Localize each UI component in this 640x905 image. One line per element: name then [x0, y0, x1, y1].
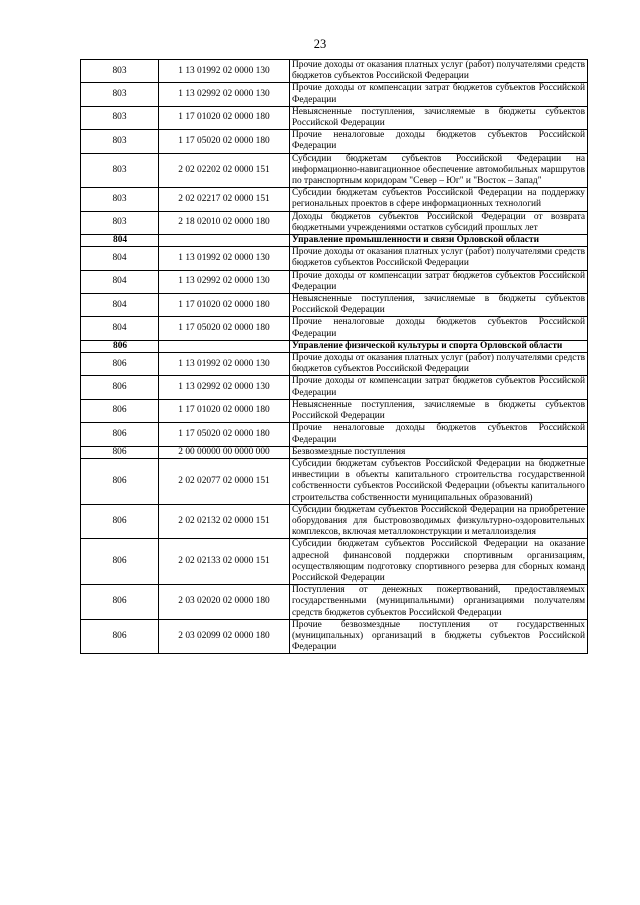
revenue-name-cell: Невыясненные поступления, зачисляемые в бюджеты субъектов Российской Федерации: [290, 294, 588, 317]
revenue-name-cell: Прочие доходы от оказания платных услуг (работ) получателями средств бюджетов субъектов Российской Федерации: [290, 60, 588, 83]
admin-code-cell: 806: [81, 504, 159, 539]
revenue-name-cell: Прочие доходы от оказания платных услуг (работ) получателями средств бюджетов субъектов Российской Федерации: [290, 247, 588, 270]
table-row: [81, 376, 588, 399]
table-row: [81, 399, 588, 422]
admin-code-cell: 806: [81, 446, 159, 458]
table-row: [81, 585, 588, 620]
revenue-name-cell: Прочие безвозмездные поступления от государственных (муниципальных) организаций в бюджеты субъектов Российской Федерации: [290, 619, 588, 654]
table-row: [81, 106, 588, 129]
admin-code-cell: 806: [81, 539, 159, 585]
revenue-code-cell: 1 13 01992 02 0000 130: [159, 60, 290, 83]
revenue-name-cell: Прочие неналоговые доходы бюджетов субъектов Российской Федерации: [290, 130, 588, 153]
table-row: [81, 317, 588, 340]
revenue-code-cell: 2 18 02010 02 0000 180: [159, 211, 290, 234]
admin-code-cell: 806: [81, 585, 159, 620]
admin-code-cell: 803: [81, 106, 159, 129]
revenue-name-cell: Поступления от денежных пожертвований, предоставляемых государственными (муниципальными) организациями получателям средств бюджетов субъектов Российской Федерации: [290, 585, 588, 620]
revenue-code-cell: 1 17 01020 02 0000 180: [159, 294, 290, 317]
revenue-name-cell: Субсидии бюджетам субъектов Российской Федерации на поддержку региональных проектов в сфере информационных технологий: [290, 188, 588, 211]
revenue-name-cell: Безвозмездные поступления: [290, 446, 588, 458]
table-row: [81, 211, 588, 234]
admin-code-cell: 804: [81, 294, 159, 317]
table-body: [81, 60, 588, 654]
revenue-code-cell: 1 13 02992 02 0000 130: [159, 376, 290, 399]
table-row: [81, 247, 588, 270]
admin-code-cell: 806: [81, 423, 159, 446]
revenue-code-cell: 1 13 02992 02 0000 130: [159, 270, 290, 293]
admin-code-cell: 806: [81, 376, 159, 399]
table-row: [81, 294, 588, 317]
revenue-code-cell: 1 17 01020 02 0000 180: [159, 399, 290, 422]
revenue-code-cell: 2 03 02020 02 0000 180: [159, 585, 290, 620]
revenue-name-cell: Прочие доходы от оказания платных услуг (работ) получателями средств бюджетов субъектов Российской Федерации: [290, 353, 588, 376]
admin-code-cell: 804: [81, 317, 159, 340]
revenue-codes-table: [80, 59, 588, 654]
admin-code-cell: 803: [81, 60, 159, 83]
table-row: [81, 188, 588, 211]
table-row: [81, 539, 588, 585]
revenue-name-cell: Прочие доходы от компенсации затрат бюджетов субъектов Российской Федерации: [290, 83, 588, 106]
admin-code-cell: 806: [81, 353, 159, 376]
admin-code-cell: 803: [81, 211, 159, 234]
revenue-code-cell: [159, 235, 290, 247]
admin-code-cell: 806: [81, 340, 159, 352]
admin-code-cell: 803: [81, 188, 159, 211]
revenue-code-cell: 1 13 01992 02 0000 130: [159, 353, 290, 376]
admin-code-cell: 803: [81, 83, 159, 106]
admin-code-cell: 804: [81, 247, 159, 270]
revenue-name-cell: Прочие неналоговые доходы бюджетов субъектов Российской Федерации: [290, 423, 588, 446]
revenue-name-cell: Прочие доходы от компенсации затрат бюджетов субъектов Российской Федерации: [290, 376, 588, 399]
table-row: [81, 504, 588, 539]
admin-code-cell: 804: [81, 270, 159, 293]
revenue-name-cell: Невыясненные поступления, зачисляемые в бюджеты субъектов Российской Федерации: [290, 106, 588, 129]
table-row: [81, 60, 588, 83]
revenue-code-cell: 1 13 01992 02 0000 130: [159, 247, 290, 270]
revenue-code-cell: 1 17 01020 02 0000 180: [159, 106, 290, 129]
admin-code-cell: 806: [81, 399, 159, 422]
revenue-name-cell: Прочие доходы от компенсации затрат бюджетов субъектов Российской Федерации: [290, 270, 588, 293]
table-row: [81, 270, 588, 293]
revenue-name-cell: Доходы бюджетов субъектов Российской Федерации от возврата бюджетными учреждениями остатков субсидий прошлых лет: [290, 211, 588, 234]
admin-code-cell: 806: [81, 619, 159, 654]
admin-code-cell: 806: [81, 458, 159, 504]
revenue-code-cell: 1 17 05020 02 0000 180: [159, 423, 290, 446]
revenue-code-cell: 2 02 02077 02 0000 151: [159, 458, 290, 504]
admin-code-cell: 803: [81, 153, 159, 188]
revenue-code-cell: 2 00 00000 00 0000 000: [159, 446, 290, 458]
table-row: [81, 423, 588, 446]
revenue-code-cell: 2 03 02099 02 0000 180: [159, 619, 290, 654]
table-section-row: [81, 340, 588, 352]
admin-code-cell: 804: [81, 235, 159, 247]
revenue-name-cell: Субсидии бюджетам субъектов Российской Федерации на приобретение оборудования для быстровозводимых физкультурно-оздоровительных комплексов, включая металлоконструкции и металлоизделия: [290, 504, 588, 539]
revenue-code-cell: 2 02 02132 02 0000 151: [159, 504, 290, 539]
revenue-name-cell: Управление физической культуры и спорта Орловской области: [290, 340, 588, 352]
table-row: [81, 446, 588, 458]
revenue-name-cell: Прочие неналоговые доходы бюджетов субъектов Российской Федерации: [290, 317, 588, 340]
revenue-code-cell: 2 02 02217 02 0000 151: [159, 188, 290, 211]
revenue-code-cell: 1 13 02992 02 0000 130: [159, 83, 290, 106]
revenue-name-cell: Субсидии бюджетам субъектов Российской Федерации на бюджетные инвестиции в объекты капитального строительства государственной собственности субъектов Российской Федерации (объекты капитального строительства собственности муниципальных образований): [290, 458, 588, 504]
table-row: [81, 130, 588, 153]
table-row: [81, 619, 588, 654]
revenue-name-cell: Управление промышленности и связи Орловской области: [290, 235, 588, 247]
revenue-name-cell: Субсидии бюджетам субъектов Российской Федерации на информационно-навигационное обеспечение автомобильных маршрутов по транспортным коридорам "Север – Юг" и "Восток – Запад": [290, 153, 588, 188]
table-section-row: [81, 235, 588, 247]
table-row: [81, 458, 588, 504]
table-row: [81, 153, 588, 188]
table-row: [81, 353, 588, 376]
revenue-name-cell: Невыясненные поступления, зачисляемые в бюджеты субъектов Российской Федерации: [290, 399, 588, 422]
revenue-code-cell: 1 17 05020 02 0000 180: [159, 317, 290, 340]
table-row: [81, 83, 588, 106]
revenue-code-cell: 2 02 02202 02 0000 151: [159, 153, 290, 188]
admin-code-cell: 803: [81, 130, 159, 153]
revenue-code-cell: 1 17 05020 02 0000 180: [159, 130, 290, 153]
page-number: 23: [313, 37, 327, 51]
revenue-code-cell: 2 02 02133 02 0000 151: [159, 539, 290, 585]
revenue-name-cell: Субсидии бюджетам субъектов Российской Федерации на оказание адресной финансовой поддержки спортивным организациям, осуществляющим подготовку спортивного резерва для сборных команд Российской Федерации: [290, 539, 588, 585]
revenue-code-cell: [159, 340, 290, 352]
